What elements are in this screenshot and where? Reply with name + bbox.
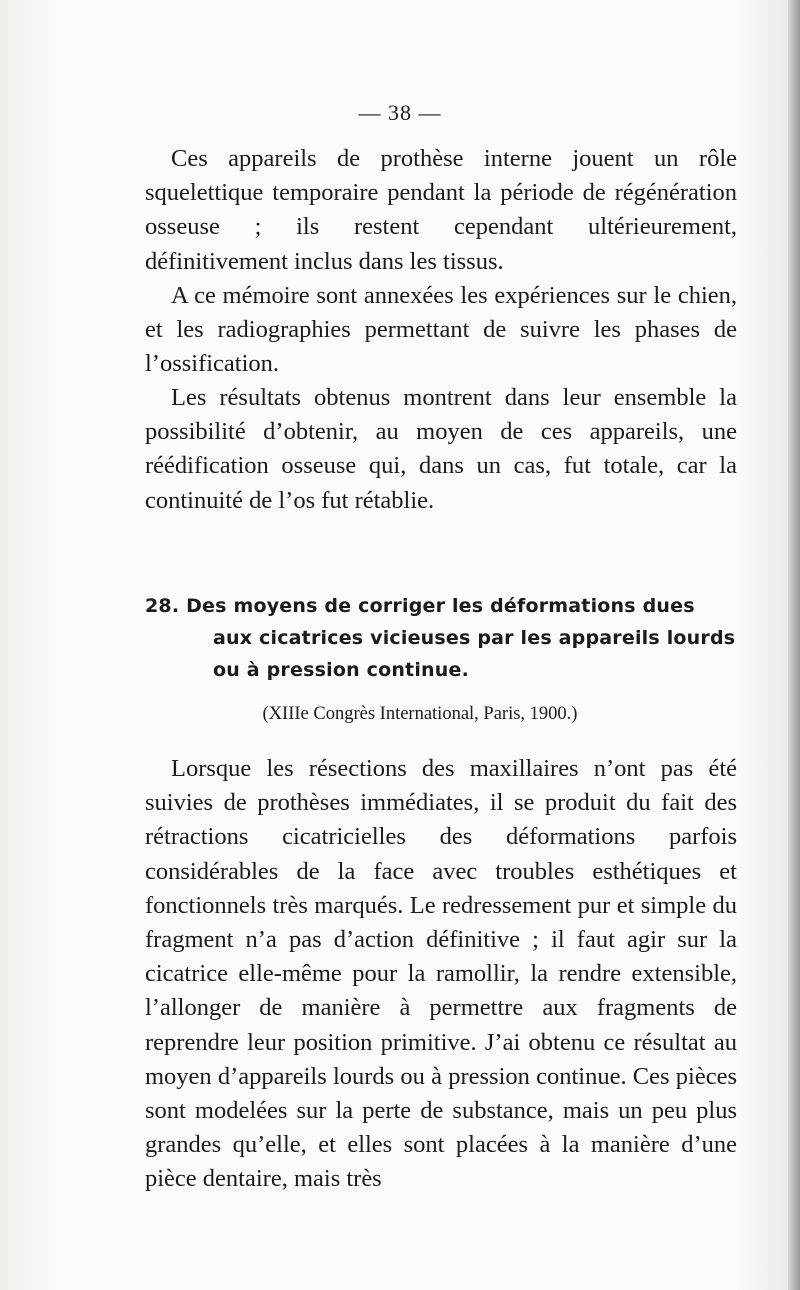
paragraph-prosthesis-role: Ces appareils de prothèse interne jouent un rôle squelettique temporaire pendant la période de régénération osseuse ; ils restent cependant ultérieurement, définitivement inclus dans les tissus. <box>145 145 737 275</box>
page-number: — 38 — <box>358 100 442 125</box>
paragraph-section-body: Lorsque les résections des maxillaires n’ont pas été suivies de prothèses immédiates, il se produit du fait des rétractions cicatricielles des déformations parfois considérables de la face avec troubles esthétiques et fonctionnels très marqués. Le redressement pur et simple du fragment n’a pas d’action définitive ; il faut agir sur la cicatrice elle-même pour la ramollir, la rendre extensible, l’allonger de manière à permettre aux fragments de reprendre leur position primitive. J’ai obtenu ce résultat au moyen d’appareils lourds ou à pression continue. Ces pièces sont modelées sur la perte de substance, mais un peu plus grandes qu’elle, et elles sont placées à la manière d’une pièce dentaire, mais très <box>145 755 737 1193</box>
section-citation: (XIIIe Congrès International, Paris, 1900.) <box>262 704 578 724</box>
paragraph-annexed-experiments: A ce mémoire sont annexées les expériences sur le chien, et les radiographies permettant de suivre les phases de l’ossification. <box>145 282 737 378</box>
section-heading-text: 28. Des moyens de corriger les déformations dues aux cicatrices vicieuses par les appareils lourds ou à pression continue. <box>145 595 736 681</box>
page-edge <box>788 0 800 1290</box>
section-heading <box>145 590 737 686</box>
paragraph-results: Les résultats obtenus montrent dans leur ensemble la possibilité d’obtenir, au moyen de ces appareils, une réédification osseuse qui, dans un cas, fut totale, car la continuité de l’os fut rétablie. <box>145 384 737 514</box>
